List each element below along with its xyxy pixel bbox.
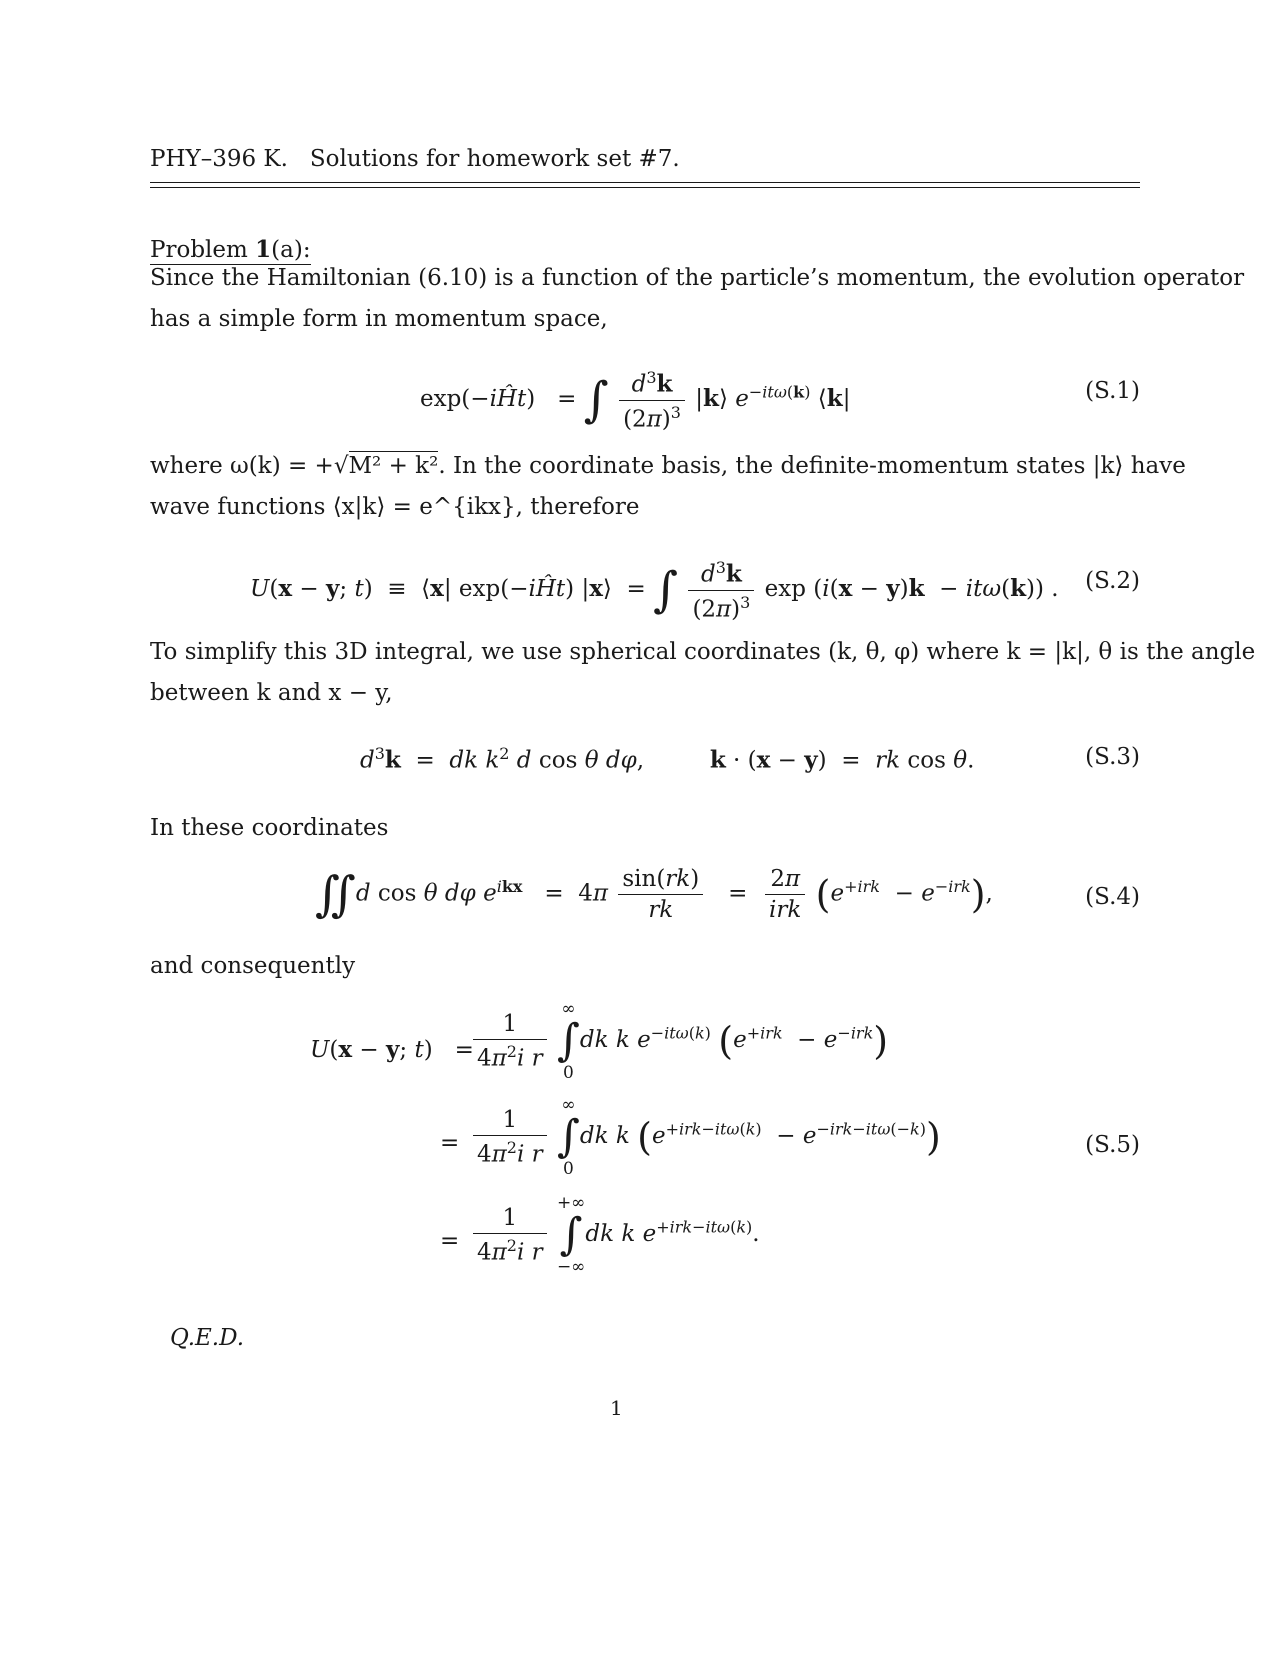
paragraph-intro bbox=[150, 258, 1245, 340]
course-code: PHY–396 K. bbox=[150, 146, 288, 172]
equation-body: $d^3k$ = dk $k^2$ d cos θ dφ, k · (x − y) = rk cos θ. bbox=[360, 744, 975, 774]
equation-body: exp(−iĤt) = ∫ $\frac{d^3k}{(2\pi)^3}$ |k⟩ $e^{-it\omega(k)}$ ⟨k| bbox=[420, 368, 851, 433]
paragraph-line: between k and x − y, bbox=[150, 680, 393, 706]
problem-part: (a): bbox=[271, 237, 311, 263]
paragraph-coordinates bbox=[150, 808, 1140, 849]
page-number: 1 bbox=[610, 1396, 623, 1420]
page-header bbox=[150, 146, 1140, 172]
header-rule-top bbox=[150, 182, 1140, 183]
paragraph-spherical bbox=[150, 632, 1256, 714]
text-run: . In the coordinate basis, the definite-momentum states |k⟩ have bbox=[438, 453, 1186, 479]
equation-body: ∬d cos θ dφ $e^{ikx} = 4\pi$ $\frac{\sin(rk)}{rk}$ = $\frac{2\pi}{\text{irk}}$ $(e^{+irk} - e^{-irk})$, bbox=[315, 866, 993, 923]
equation-line-1: $\frac{1}{4\pi^2i r}$ ∞ ∫ 0 dk k $e^{-it\omega(k)}$ $(e^{+irk} - e^{-irk})$ bbox=[470, 1000, 888, 1082]
equation-eq-sign: = bbox=[440, 1130, 460, 1156]
equation-lhs: U(x − y; t) = bbox=[310, 1036, 474, 1063]
paragraph-line: In these coordinates bbox=[150, 815, 389, 841]
equation-number: (S.5) bbox=[1085, 1132, 1140, 1158]
equation-number: (S.1) bbox=[1085, 378, 1140, 404]
sqrt-argument: M² + k² bbox=[348, 453, 439, 479]
page bbox=[150, 0, 1256, 1656]
equation-eq-sign: = bbox=[440, 1228, 460, 1254]
paragraph-line: wave functions ⟨x|k⟩ = e^{ikx}, therefore bbox=[150, 494, 640, 520]
equation-s1 bbox=[150, 356, 1140, 433]
equation-s3 bbox=[150, 742, 1140, 782]
equation-line-2: $\frac{1}{4\pi^2i r}$ ∞ ∫ 0 dk k $(e^{+irk-it\omega(k)} - e^{-irk-it\omega(-k)})$ bbox=[470, 1096, 941, 1178]
paragraph-omega bbox=[150, 446, 1186, 528]
qed-mark: Q.E.D. bbox=[170, 1325, 245, 1351]
paragraph-line: where ω(k) = +√M² + k². In the coordinate basis, the definite-momentum states |k⟩ have bbox=[150, 453, 1186, 479]
paragraph-line: has a simple form in momentum space, bbox=[150, 306, 608, 332]
equation-s2 bbox=[150, 546, 1140, 623]
header-title: Solutions for homework set #7. bbox=[309, 146, 680, 172]
paragraph-line: Since the Hamiltonian (6.10) is a function of the particle’s momentum, the evolution operator bbox=[150, 265, 1245, 291]
equation-s5 bbox=[150, 1000, 1140, 1290]
paragraph-consequently bbox=[150, 946, 1140, 987]
equation-number: (S.3) bbox=[1085, 744, 1140, 770]
equation-number: (S.4) bbox=[1085, 884, 1140, 910]
equation-s4 bbox=[150, 860, 1140, 934]
equation-body: U(x − y; t) ≡ ⟨x| exp(−iĤt) |x⟩ = ∫ $\frac{d^3k}{(2\pi)^3}$ exp (i(x − y)k − itω(k)) . bbox=[250, 558, 1059, 623]
equation-number: (S.2) bbox=[1085, 568, 1140, 594]
problem-label: Problem bbox=[150, 237, 248, 263]
header-rule-bottom bbox=[150, 187, 1140, 188]
paragraph-line: To simplify this 3D integral, we use spherical coordinates (k, θ, φ) where k = |k|, θ is the angle bbox=[150, 639, 1256, 665]
text-run: where ω(k) = + bbox=[150, 453, 334, 479]
problem-number: 1 bbox=[255, 236, 272, 263]
equation-line-3: $\frac{1}{4\pi^2i r}$ +∞ ∫ −∞ dk k $e^{+irk-it\omega(k)}$. bbox=[470, 1194, 760, 1276]
paragraph-line: and consequently bbox=[150, 953, 356, 979]
